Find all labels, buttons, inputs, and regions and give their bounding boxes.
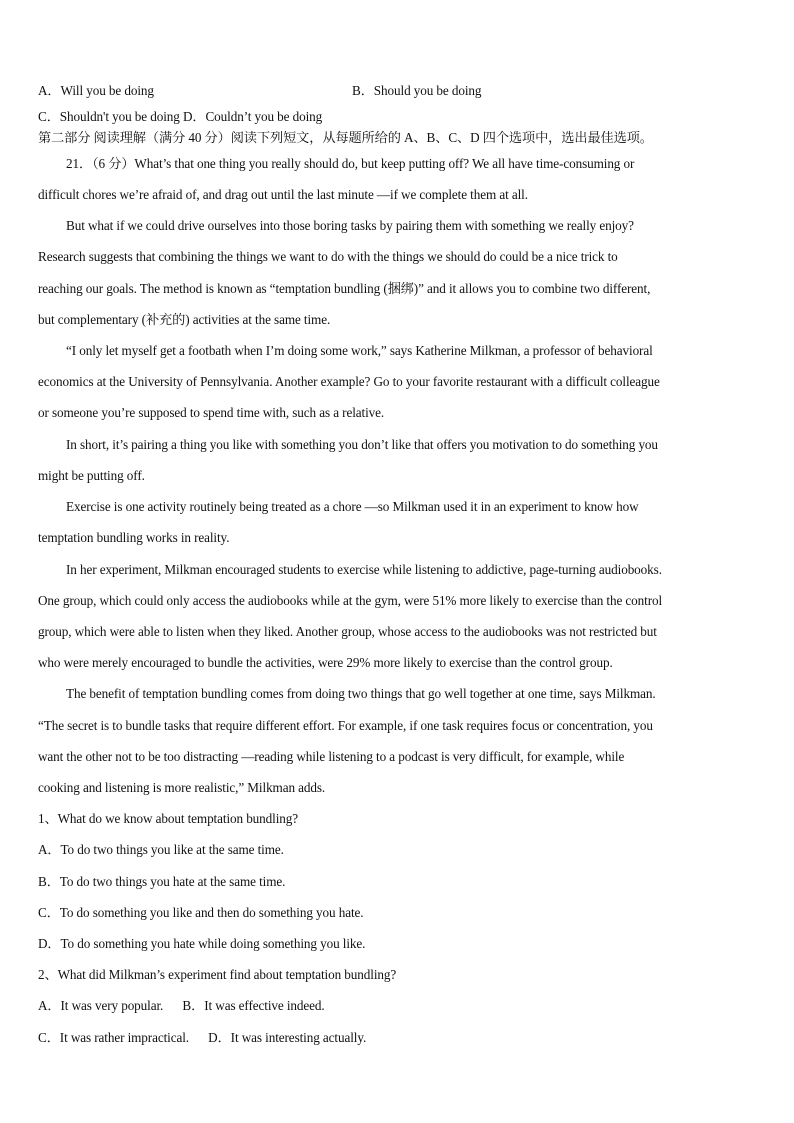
option-b: B．Should you be doing	[352, 83, 482, 98]
passage-line: or someone you’re supposed to spend time with, such as a relative.	[38, 405, 385, 420]
passage-line: Exercise is one activity routinely being treated as a chore —so Milkman used it in an experiment to know how	[66, 499, 639, 514]
question-1-option-b: B．To do two things you hate at the same time.	[38, 874, 286, 889]
question-1-option-d: D．To do something you hate while doing something you like.	[38, 936, 366, 951]
prev-question-options-row1	[38, 82, 758, 100]
passage-line: “The secret is to bundle tasks that require different effort. For example, if one task requires focus or concentration, you	[38, 718, 653, 733]
passage-line: One group, which could only access the audiobooks while at the gym, were 51% more likely to exercise than the control	[38, 593, 663, 608]
question-1-stem: 1、What do we know about temptation bundling?	[38, 811, 299, 826]
option-c-d: C．Shouldn't you be doing D．Couldn’t you be doing	[38, 109, 323, 124]
passage-line: group, which were able to listen when they liked. Another group, whose access to the audiobooks was not restricted but	[38, 624, 657, 639]
passage-line: who were merely encouraged to bundle the activities, were 29% more likely to exercise than the control group.	[38, 655, 613, 670]
passage-line: cooking and listening is more realistic,” Milkman adds.	[38, 780, 326, 795]
passage-line: In short, it’s pairing a thing you like with something you don’t like that offers you motivation to do something you	[66, 437, 658, 452]
question-2-options-cd: C．It was rather impractical. D．It was interesting actually.	[38, 1030, 367, 1045]
passage-line: but complementary (补充的) activities at the same time.	[38, 312, 331, 327]
question-2-options-ab: A．It was very popular. B．It was effective indeed.	[38, 998, 325, 1013]
passage-line: reaching our goals. The method is known as “temptation bundling (捆绑)” and it allows you to combine two different,	[38, 281, 651, 296]
passage-line: “I only let myself get a footbath when I’m doing some work,” says Katherine Milkman, a professor of behavioral	[66, 343, 653, 358]
question-1-option-c: C．To do something you like and then do something you hate.	[38, 905, 364, 920]
passage-line: But what if we could drive ourselves into those boring tasks by pairing them with something we really enjoy?	[66, 218, 634, 233]
passage-line: Research suggests that combining the things we want to do with the things we should do could be a nice trick to	[38, 249, 618, 264]
passage-line: want the other not to be too distracting —reading while listening to a podcast is very difficult, for example, while	[38, 749, 625, 764]
option-a: A．Will you be doing	[38, 83, 154, 98]
passage-line: The benefit of temptation bundling comes from doing two things that go well together at one time, says Milkman.	[66, 686, 656, 701]
passage-line: economics at the University of Pennsylvania. Another example? Go to your favorite restaurant with a difficult colleague	[38, 374, 660, 389]
question-1-option-a: A．To do two things you like at the same time.	[38, 842, 284, 857]
passage-line: 21．（6 分）What’s that one thing you really should do, but keep putting off? We all have time-consuming or	[66, 156, 635, 171]
passage-line: difficult chores we’re afraid of, and drag out until the last minute —if we complete them at all.	[38, 187, 528, 202]
question-2-stem: 2、What did Milkman’s experiment find about temptation bundling?	[38, 967, 397, 982]
passage-line: temptation bundling works in reality.	[38, 530, 230, 545]
section-header: 第二部分 阅读理解（满分 40 分）阅读下列短文，从每题所给的 A、B、C、D 四个选项中，选出最佳选项。	[38, 130, 653, 145]
passage-line: In her experiment, Milkman encouraged students to exercise while listening to addictive, page-turning audiobooks.	[66, 562, 662, 577]
passage-line: might be putting off.	[38, 468, 145, 483]
